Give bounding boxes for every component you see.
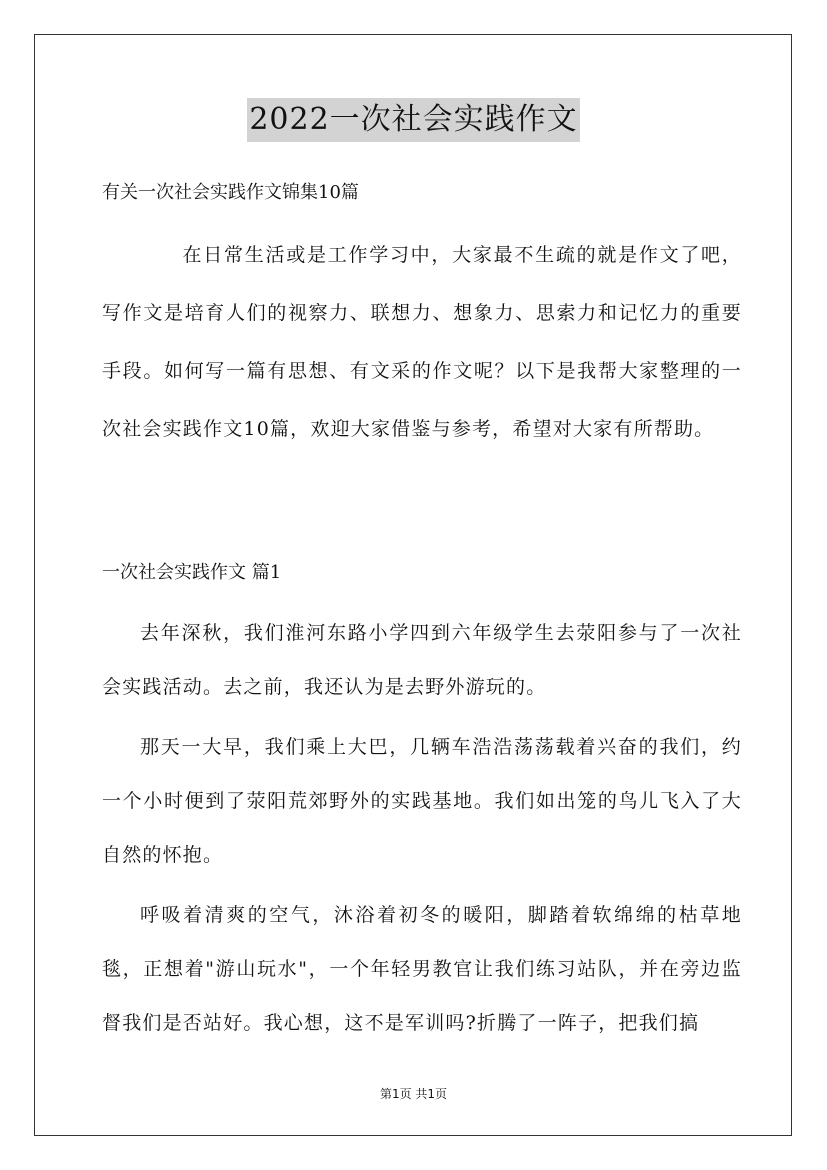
- intro-paragraph: [102, 226, 742, 458]
- essay-body: [102, 606, 742, 1056]
- intro-text: 在日常生活或是工作学习中，大家最不生疏的就是作文了吧，写作文是培育人们的视察力、联想力、想象力、思索力和记忆力的重要手段。如何写一篇有思想、有文采的作文呢？以下是我帮大家整理的一次社会实践作文10篇，欢迎大家借鉴与参考，希望对大家有所帮助。: [102, 244, 742, 440]
- page-footer: 第1页 共1页: [379, 1087, 448, 1101]
- document-subtitle: 有关一次社会实践作文锦集10篇: [102, 182, 359, 203]
- essay-paragraph: 去年深秋，我们淮河东路小学四到六年级学生去荥阳参与了一次社会实践活动。去之前，我还认为是去野外游玩的。: [102, 622, 742, 698]
- essay-paragraph: 那天一大早，我们乘上大巴，几辆车浩浩荡荡载着兴奋的我们，约一个小时便到了荥阳荒郊野外的实践基地。我们如出笼的鸟儿飞入了大自然的怀抱。: [102, 736, 742, 866]
- essay-paragraph: 呼吸着清爽的空气，沐浴着初冬的暖阳，脚踏着软绵绵的枯草地毯，正想着"游山玩水"，一个年轻男教官让我们练习站队，并在旁边监督我们是否站好。我心想，这不是军训吗?折腾了一阵子，把我们搞: [102, 904, 742, 1034]
- section-heading: 一次社会实践作文 篇1: [102, 562, 282, 583]
- document-title: 2022一次社会实践作文: [247, 98, 579, 142]
- title-container: [0, 98, 827, 142]
